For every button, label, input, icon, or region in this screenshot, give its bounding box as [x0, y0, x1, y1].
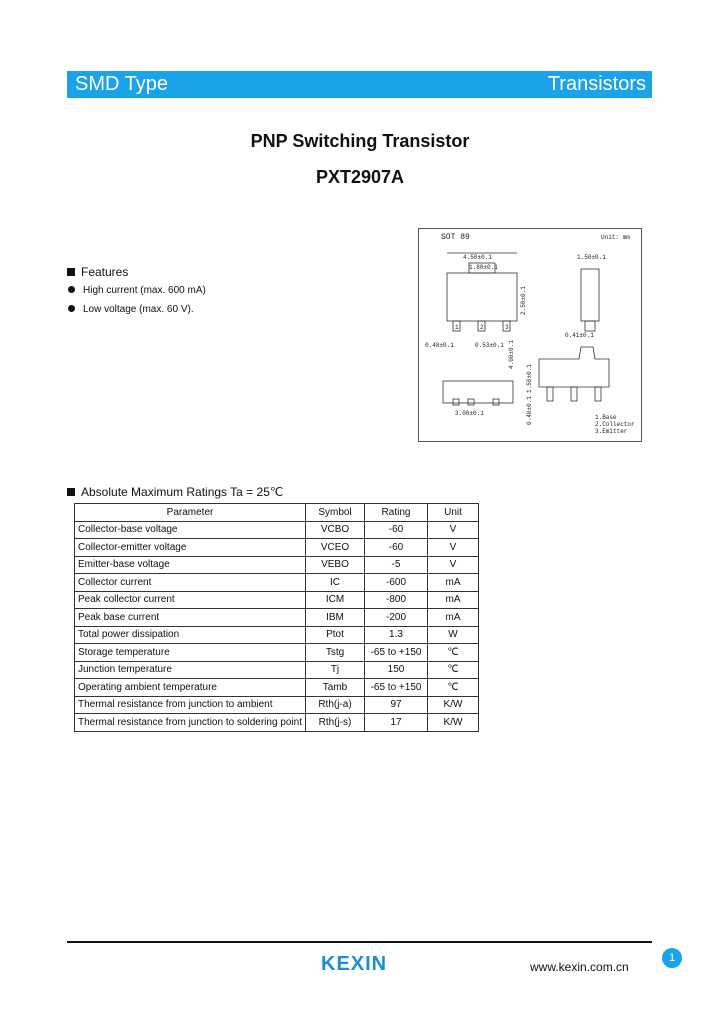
- table-cell: Emitter-base voltage: [75, 556, 306, 574]
- pin-lead: [453, 399, 459, 405]
- table-cell: Peak collector current: [75, 591, 306, 609]
- package-footprint-view: [539, 347, 609, 387]
- part-number: PXT2907A: [315, 167, 405, 187]
- table-cell: VCEO: [306, 539, 365, 557]
- table-cell: -5: [365, 556, 428, 574]
- column-header: Parameter: [75, 504, 306, 522]
- table-cell: K/W: [428, 696, 479, 714]
- table-cell: Tj: [306, 661, 365, 679]
- table-row: [75, 591, 479, 609]
- header-product-type: Transistors: [547, 73, 646, 95]
- table-cell: -200: [365, 609, 428, 627]
- table-cell: -800: [365, 591, 428, 609]
- ratings-heading: Absolute Maximum Ratings Ta = 25℃: [67, 485, 283, 499]
- table-row: [75, 696, 479, 714]
- bullet-dot-icon: [68, 305, 75, 312]
- table-cell: mA: [428, 591, 479, 609]
- bullet-square-icon: [67, 488, 75, 496]
- table-cell: VCBO: [306, 521, 365, 539]
- pin-lead: [585, 321, 595, 331]
- pin-number: 3: [505, 324, 509, 331]
- feature-item: High current (max. 600 mA): [68, 285, 206, 296]
- table-cell: -60: [365, 539, 428, 557]
- package-unit: Unit: mm: [601, 234, 630, 241]
- features-heading: Features: [67, 265, 128, 279]
- package-bottom-view: [443, 381, 513, 403]
- pin-lead: [595, 387, 601, 401]
- table-cell: VEBO: [306, 556, 365, 574]
- table-cell: ℃: [428, 644, 479, 662]
- table-cell: mA: [428, 609, 479, 627]
- table-cell: Collector-emitter voltage: [75, 539, 306, 557]
- kexin-logo: KEXIN: [321, 953, 388, 975]
- bullet-square-icon: [67, 268, 75, 276]
- package-name: SOT 89: [441, 233, 470, 242]
- table-cell: V: [428, 539, 479, 557]
- table-cell: V: [428, 556, 479, 574]
- pin-lead: [493, 399, 499, 405]
- column-header: Symbol: [306, 504, 365, 522]
- table-cell: V: [428, 521, 479, 539]
- document-title: PNP Switching Transistor: [250, 131, 470, 151]
- table-row: [75, 574, 479, 592]
- bullet-dot-icon: [68, 286, 75, 293]
- package-outline-drawing: [418, 228, 642, 442]
- footer-divider: [67, 941, 652, 943]
- table-cell: 150: [365, 661, 428, 679]
- dimension-label: 0.53±0.1: [475, 342, 504, 349]
- table-cell: Junction temperature: [75, 661, 306, 679]
- table-cell: -600: [365, 574, 428, 592]
- table-cell: Rth(j-s): [306, 714, 365, 732]
- table-cell: mA: [428, 574, 479, 592]
- table-cell: ℃: [428, 661, 479, 679]
- dimension-label: 1.50±0.1: [577, 254, 606, 261]
- table-cell: -65 to +150: [365, 644, 428, 662]
- header-banner: [67, 71, 652, 98]
- dimension-label: 0.41±0.1: [565, 332, 594, 339]
- table-row: [75, 521, 479, 539]
- pin-lead: [571, 387, 577, 401]
- table-row: [75, 556, 479, 574]
- table-cell: Storage temperature: [75, 644, 306, 662]
- table-cell: W: [428, 626, 479, 644]
- pin-lead: [468, 399, 474, 405]
- pin-legend-item: 2.Collector: [595, 421, 635, 428]
- table-cell: Collector-base voltage: [75, 521, 306, 539]
- pin-number: 2: [480, 324, 484, 331]
- footer-url[interactable]: www.kexin.com.cn: [530, 960, 629, 974]
- table-row: [75, 661, 479, 679]
- dimension-label: 3.00±0.1: [455, 410, 484, 417]
- table-cell: Thermal resistance from junction to soldering point: [75, 714, 306, 732]
- table-cell: -60: [365, 521, 428, 539]
- table-row: [75, 626, 479, 644]
- table-row: [75, 609, 479, 627]
- pin-legend-item: 3.Emitter: [595, 428, 628, 435]
- table-cell: Thermal resistance from junction to ambient: [75, 696, 306, 714]
- pin-lead: [547, 387, 553, 401]
- table-row: [75, 539, 479, 557]
- pin-legend-item: 1.Base: [595, 414, 617, 421]
- pin-number: 1: [455, 324, 459, 331]
- table-cell: K/W: [428, 714, 479, 732]
- table-cell: ICM: [306, 591, 365, 609]
- table-cell: 1.3: [365, 626, 428, 644]
- table-cell: IBM: [306, 609, 365, 627]
- table-cell: IC: [306, 574, 365, 592]
- table-cell: Total power dissipation: [75, 626, 306, 644]
- column-header: Rating: [365, 504, 428, 522]
- table-cell: Operating ambient temperature: [75, 679, 306, 697]
- package-side-view: [581, 269, 599, 321]
- page-number: 1: [662, 948, 682, 968]
- table-cell: Ptot: [306, 626, 365, 644]
- dimension-label: 4.00±0.1: [508, 340, 515, 369]
- table-cell: Tstg: [306, 644, 365, 662]
- dimension-label: 4.50±0.1: [463, 254, 492, 261]
- dimension-label: 0.48±0.1: [425, 342, 454, 349]
- table-cell: Tamb: [306, 679, 365, 697]
- table-cell: Rth(j-a): [306, 696, 365, 714]
- package-body-top-view: [447, 273, 517, 321]
- table-row: [75, 679, 479, 697]
- dimension-label: 1.50±0.1: [526, 364, 533, 393]
- table-cell: Peak base current: [75, 609, 306, 627]
- table-header-row: [75, 504, 479, 522]
- column-header: Unit: [428, 504, 479, 522]
- table-row: [75, 714, 479, 732]
- table-row: [75, 644, 479, 662]
- feature-item: Low voltage (max. 60 V).: [68, 304, 194, 315]
- ratings-table: [74, 503, 479, 732]
- table-cell: Collector current: [75, 574, 306, 592]
- table-cell: 97: [365, 696, 428, 714]
- dimension-label: 0.40±0.1: [526, 396, 533, 425]
- table-cell: -65 to +150: [365, 679, 428, 697]
- table-cell: 17: [365, 714, 428, 732]
- table-cell: ℃: [428, 679, 479, 697]
- header-category: SMD Type: [75, 73, 168, 95]
- dimension-label: 1.80±0.1: [469, 264, 498, 271]
- dimension-label: 2.50±0.1: [520, 286, 527, 315]
